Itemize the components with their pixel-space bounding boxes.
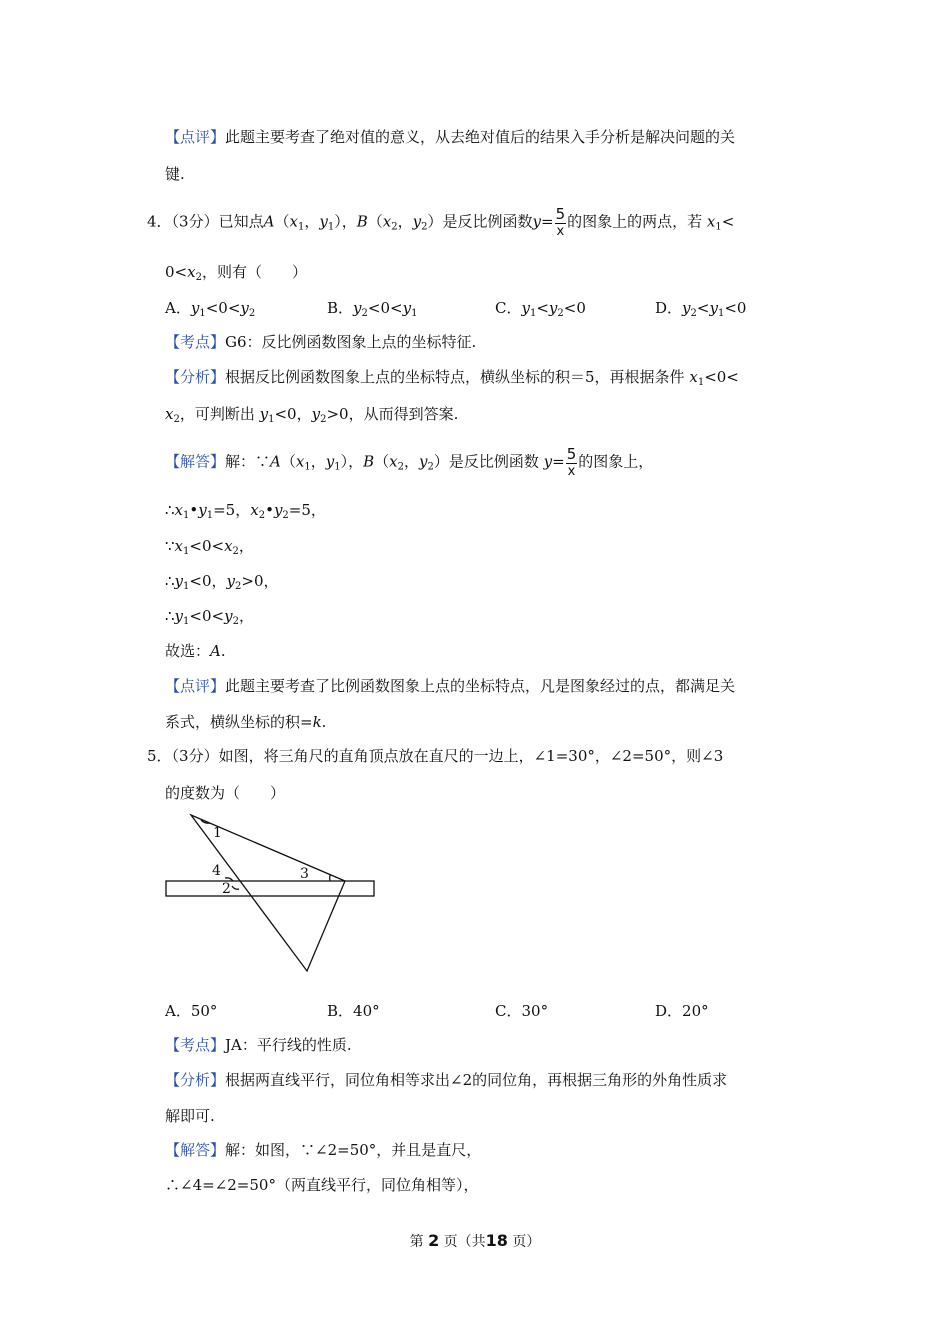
q5-option-c[interactable]: C．30° xyxy=(495,1002,549,1020)
footer-total-pages: 18 xyxy=(485,1231,508,1250)
footer-page-number: 2 xyxy=(428,1231,440,1250)
q5-jieda1: 解：如图，∵∠2=50°，并且是直尺， xyxy=(225,1141,482,1159)
q5-fenxi-tag: 【分析】 xyxy=(165,1071,226,1089)
q5-stem1: 如图，将三角尺的直角顶点放在直尺的一边上，∠1=30°，∠2=50°，则∠3 xyxy=(218,747,724,765)
q5-option-d[interactable]: D．20° xyxy=(655,1002,709,1020)
q4-line2: $0<x_2$，则有（ ） xyxy=(165,263,307,283)
q4-jieda-frac-num: 5 xyxy=(566,445,577,463)
q4-stem-c: 的图象上的两点，若 xyxy=(567,212,703,231)
q4-fenxi-line1: 【分析】根据反比例函数图象上点的坐标特点，横纵坐标的积＝5，再根据条件 $x_1<0<$ xyxy=(165,368,739,388)
q5-kaodian xyxy=(165,1035,352,1055)
label-2: 2 xyxy=(222,881,231,897)
q4-option-a[interactable]: A．$y_1<0<y_2$ xyxy=(165,299,256,319)
q5-kaodian-tag: 【考点】 xyxy=(165,1036,226,1054)
q4-option-c[interactable]: C．$y_1<y_2<0$ xyxy=(495,299,586,319)
prev-comment-tag: 【点评】 xyxy=(165,128,226,146)
prev-comment-text1: 此题主要考查了绝对值的意义，从去绝对值后的结果入手分析是解决问题的关 xyxy=(225,128,736,146)
footer-mid: 页（共 xyxy=(443,1234,486,1250)
page-footer xyxy=(0,1231,950,1251)
q5-num: 5． xyxy=(147,747,172,765)
label-4: 4 xyxy=(212,863,221,879)
q4-fraction xyxy=(555,207,567,238)
q5-stem xyxy=(147,746,723,766)
label-1: 1 xyxy=(213,825,222,841)
q4-dianping1: 此题主要考查了比例函数图象上点的坐标特点，凡是图象经过的点，都满足关 xyxy=(225,677,736,695)
q5-figure xyxy=(160,808,390,983)
q4-step-2: $\because x_1<0<x_2$， xyxy=(165,537,254,557)
q4-kaodian xyxy=(165,332,476,352)
q5-jieda-tag: 【解答】 xyxy=(165,1141,226,1159)
q4-fenxi-tag: 【分析】 xyxy=(165,368,226,386)
q5-score: （3分） xyxy=(171,747,219,765)
angle-2-arc xyxy=(232,886,239,889)
q4-option-b[interactable]: B．$y_2<0<y_1$ xyxy=(327,299,418,319)
q4-kaodian-tag: 【考点】 xyxy=(165,333,226,351)
q4-kaodian-text: G6：反比例函数图象上点的坐标特征. xyxy=(225,333,477,351)
q4-num: 4． xyxy=(147,212,172,231)
q5-option-b[interactable]: B．40° xyxy=(327,1002,380,1020)
q4-step-5: 故选：A. xyxy=(165,642,226,660)
q5-jieda-line1 xyxy=(165,1140,481,1160)
q5-fenxi1: 根据两直线平行，同位角相等求出∠2的同位角，再根据三角形的外角性质求 xyxy=(225,1071,728,1089)
q4-step-1: $\therefore x_1•y_1=5$，$x_2•y_2=5$， xyxy=(165,501,326,521)
q4-score: （3分） xyxy=(171,212,219,231)
q4-frac-den: x xyxy=(556,224,565,239)
q5-fenxi-line1 xyxy=(165,1070,727,1090)
q4-jieda-tag: 【解答】 xyxy=(165,452,226,471)
q5-stem2: 的度数为（ ） xyxy=(165,784,286,802)
footer-pre: 第 xyxy=(409,1234,424,1250)
q4-step-4: $\therefore y_1<0<y_2$， xyxy=(165,607,254,627)
prev-comment-text2: 键. xyxy=(165,165,185,183)
q5-jieda-line2: ∴∠4=∠2=50°（两直线平行，同位角相等）， xyxy=(165,1176,479,1194)
ruler xyxy=(166,881,374,896)
q4-jieda-b: 的图象上， xyxy=(578,452,654,471)
q4-stem: 4．（3分）已知点$A(x_1$，$y_1$），$B(x_2$，$y_2$）是反比例函数y= $\frac{5}{x}$ 的图象上的两点，若 $x_1<$ xyxy=(147,205,735,239)
label-3: 3 xyxy=(300,866,309,882)
q4-fenxi-line2: $x_2$，可判断出 $y_1<0$，$y_2>0$，从而得到答案. xyxy=(165,405,459,425)
q4-frac-num: 5 xyxy=(555,205,566,223)
q4-jieda-frac-den: x xyxy=(567,464,576,479)
q4-dianping-line2: 系式，横纵坐标的积=k. xyxy=(165,713,327,731)
q4-jieda-fraction xyxy=(566,447,578,478)
q5-fenxi-line2: 解即可. xyxy=(165,1107,215,1125)
q4-stem-b: 是反比例函数 xyxy=(442,212,533,231)
q5-option-a[interactable]: A．50° xyxy=(165,1002,218,1020)
footer-post: 页） xyxy=(512,1234,541,1250)
q4-option-d[interactable]: D．$y_2<y_1<0$ xyxy=(655,299,747,319)
prev-comment-line1 xyxy=(165,127,735,147)
q4-step-3: $\therefore y_1<0$，$y_2>0$， xyxy=(165,572,279,592)
q4-dianping-tag: 【点评】 xyxy=(165,677,226,695)
q4-dianping-line1 xyxy=(165,676,735,696)
q5-kaodian-text: JA：平行线的性质. xyxy=(225,1036,352,1054)
q4-stem-a: 已知点 xyxy=(218,212,264,231)
q4-jieda: 【解答】解：$\because A(x_1$，$y_1$），$B(x_2$，$y_2$）是反比例函数 y= $\frac{5}{x}$ 的图象上， xyxy=(165,445,654,479)
